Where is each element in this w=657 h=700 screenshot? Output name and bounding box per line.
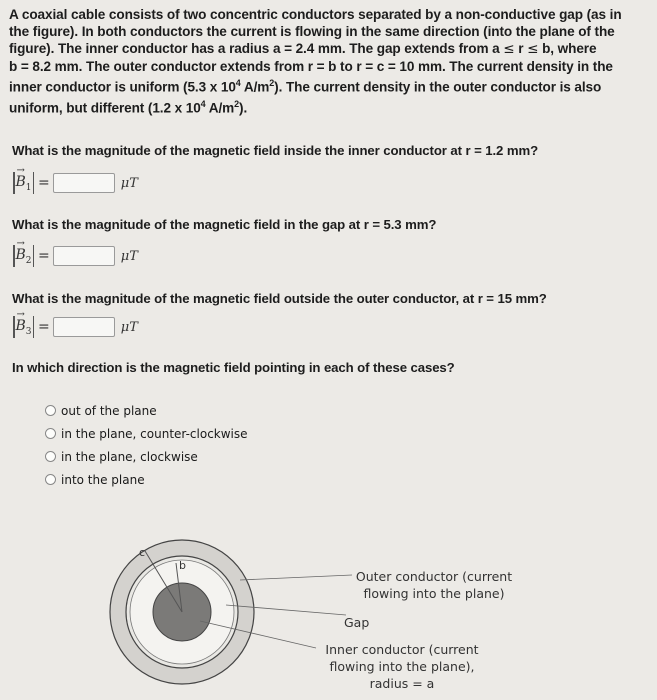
option-out-of-plane[interactable]: out of the plane: [45, 399, 248, 422]
b1-answer-input[interactable]: [53, 173, 115, 193]
b2-answer-input[interactable]: [53, 246, 115, 266]
question-2: What is the magnitude of the magnetic field in the gap at r = 5.3 mm?: [12, 217, 437, 232]
b2-symbol: B → $_2$: [15, 237, 32, 266]
radio-button[interactable]: [45, 405, 56, 416]
radio-button[interactable]: [45, 451, 56, 462]
b3-unit: μT: [120, 319, 138, 335]
leader-outer: [240, 575, 352, 580]
problem-line: inner conductor is uniform (5.3 x $10^4$ $A/m^2$). The current density in the outer conductor is also: [9, 78, 602, 95]
question-4: In which direction is the magnetic field pointing in each of these cases?: [12, 360, 455, 375]
problem-statement: [9, 6, 649, 116]
problem-line: the figure). In both conductors the current is flowing in the same direction (into the plane of the: [9, 24, 615, 39]
label-c: c: [139, 546, 146, 559]
answer-row-b3: B → $_3$ = μT: [12, 315, 138, 339]
coaxial-diagram: [100, 535, 620, 700]
question-1: What is the magnitude of the magnetic field inside the inner conductor at r = 1.2 mm?: [12, 143, 539, 158]
label-inner-conductor: Inner conductor (current flowing into the plane), radius = a: [325, 642, 479, 691]
b3-symbol: B → $_3$: [15, 308, 32, 337]
option-cw[interactable]: in the plane, clockwise: [45, 445, 248, 468]
b2-unit: μT: [120, 248, 138, 264]
label-outer-conductor: Outer conductor (current flowing into the plane): [355, 569, 513, 601]
answer-row-b1: B → $_1$ = μT: [12, 171, 138, 195]
problem-line: uniform, but different (1.2 x $10^4$ $A/m^2$).: [9, 98, 248, 116]
problem-line: A coaxial cable consists of two concentric conductors separated by a non-conductive gap (as in: [9, 7, 622, 22]
b3-answer-input[interactable]: [53, 317, 115, 337]
option-ccw[interactable]: in the plane, counter-clockwise: [45, 422, 248, 445]
radio-button[interactable]: [45, 428, 56, 439]
label-gap: Gap: [344, 615, 370, 630]
direction-options: [45, 399, 248, 491]
b1-symbol: B → $_1$: [15, 164, 32, 193]
label-b: b: [179, 559, 186, 572]
le-symbol: ≤: [503, 41, 515, 57]
question-3: What is the magnitude of the magnetic field outside the outer conductor, at r = 15 mm?: [12, 291, 547, 306]
b1-unit: μT: [120, 175, 138, 191]
option-into-plane[interactable]: into the plane: [45, 468, 248, 491]
problem-line: figure). The inner conductor has a radius a = 2.4 mm. The gap extends from a ≤ r ≤ b, where: [9, 41, 597, 57]
radio-button[interactable]: [45, 474, 56, 485]
answer-row-b2: B → $_2$ = μT: [12, 244, 138, 268]
problem-line: b = 8.2 mm. The outer conductor extends from r = b to r = c = 10 mm. The current density in the: [9, 59, 613, 74]
